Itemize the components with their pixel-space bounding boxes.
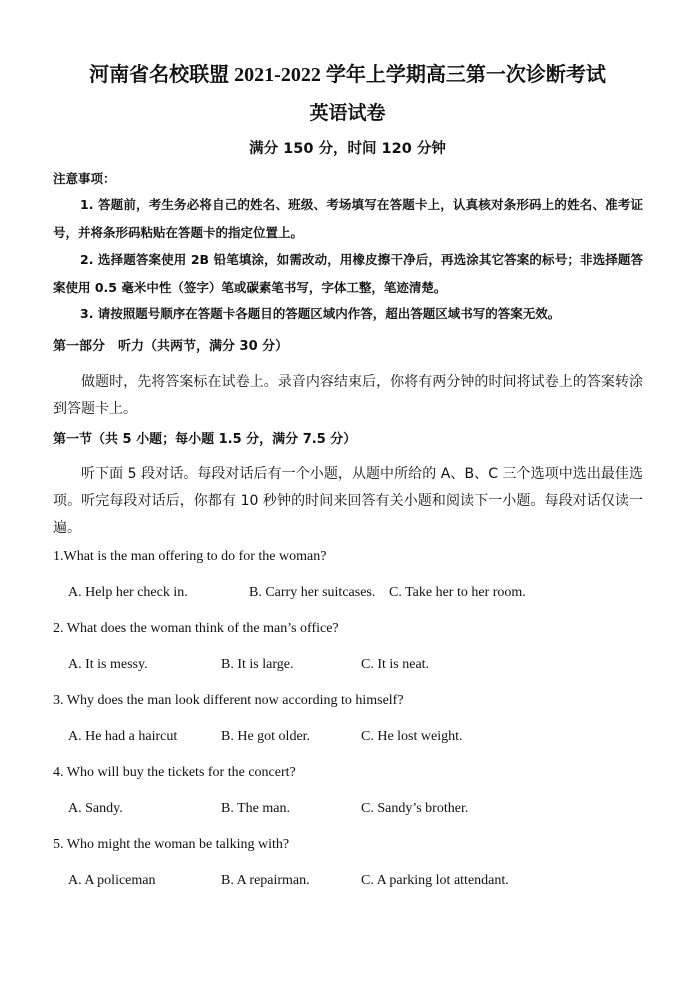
- notice-heading: 注意事项：: [53, 171, 116, 186]
- exam-title: 河南省名校联盟 2021-2022 学年上学期高三第一次诊断考试: [89, 64, 606, 86]
- section1-instruction: 听下面 5 段对话。每段对话后有一个小题，从题中所给的 A、B、C 三个选项中选出最佳选项。听完每段对话后，你都有 10 秒钟的时间来回答有关小题和阅读下一小题。每段对话仅读一遍。: [53, 466, 643, 536]
- question-5-option-a: A. A policeman: [68, 873, 156, 888]
- notice-item-3: 3. 请按照题号顺序在答题卡各题目的答题区域内作答，超出答题区域书写的答案无效。: [80, 306, 561, 321]
- score-time-line: 满分 150 分，时间 120 分钟: [249, 141, 446, 157]
- question-3-stem: 3. Why does the man look different now according to himself?: [53, 693, 404, 708]
- question-5-option-b: B. A repairman.: [221, 873, 310, 888]
- question-2-stem: 2. What does the woman think of the man’s office?: [53, 621, 339, 636]
- question-1-option-c: C. Take her to her room.: [389, 585, 526, 600]
- question-5-stem: 5. Who might the woman be talking with?: [53, 837, 290, 852]
- section1-heading: 第一节（共 5 小题；每小题 1.5 分，满分 7.5 分）: [53, 432, 357, 447]
- question-5-option-c: C. A parking lot attendant.: [361, 873, 509, 888]
- question-1-stem: 1.What is the man offering to do for the woman?: [53, 549, 327, 564]
- question-2-option-c: C. It is neat.: [361, 657, 430, 672]
- question-4-stem: 4. Who will buy the tickets for the concert?: [53, 765, 296, 780]
- part1-instruction: 做题时，先将答案标在试卷上。录音内容结束后，你将有两分钟的时间将试卷上的答案转涂到答题卡上。: [53, 374, 643, 417]
- question-3-option-a: A. He had a haircut: [68, 729, 178, 744]
- question-3-option-b: B. He got older.: [221, 729, 311, 744]
- notice-item-1: 1. 答题前，考生务必将自己的姓名、班级、考场填写在答题卡上，认真核对条形码上的姓名、准考证号，并将条形码粘贴在答题卡的指定位置上。: [53, 197, 643, 240]
- question-3-option-c: C. He lost weight.: [361, 729, 463, 744]
- question-2-option-b: B. It is large.: [221, 657, 294, 672]
- question-4-option-a: A. Sandy.: [68, 801, 123, 816]
- question-4-option-c: C. Sandy’s brother.: [361, 801, 469, 816]
- exam-subtitle: 英语试卷: [309, 102, 386, 124]
- question-1-option-a: A. Help her check in.: [68, 585, 188, 600]
- question-2-option-a: A. It is messy.: [68, 657, 148, 672]
- question-4-option-b: B. The man.: [221, 801, 290, 816]
- notice-item-2: 2. 选择题答案使用 2B 铅笔填涂，如需改动，用橡皮擦干净后，再选涂其它答案的标号；非选择题答案使用 0.5 毫米中性（签字）笔或碳素笔书写，字体工整，笔迹清楚。: [53, 252, 643, 295]
- part1-heading: 第一部分 听力（共两节，满分 30 分）: [53, 339, 289, 354]
- question-1-option-b: B. Carry her suitcases.: [249, 585, 376, 600]
